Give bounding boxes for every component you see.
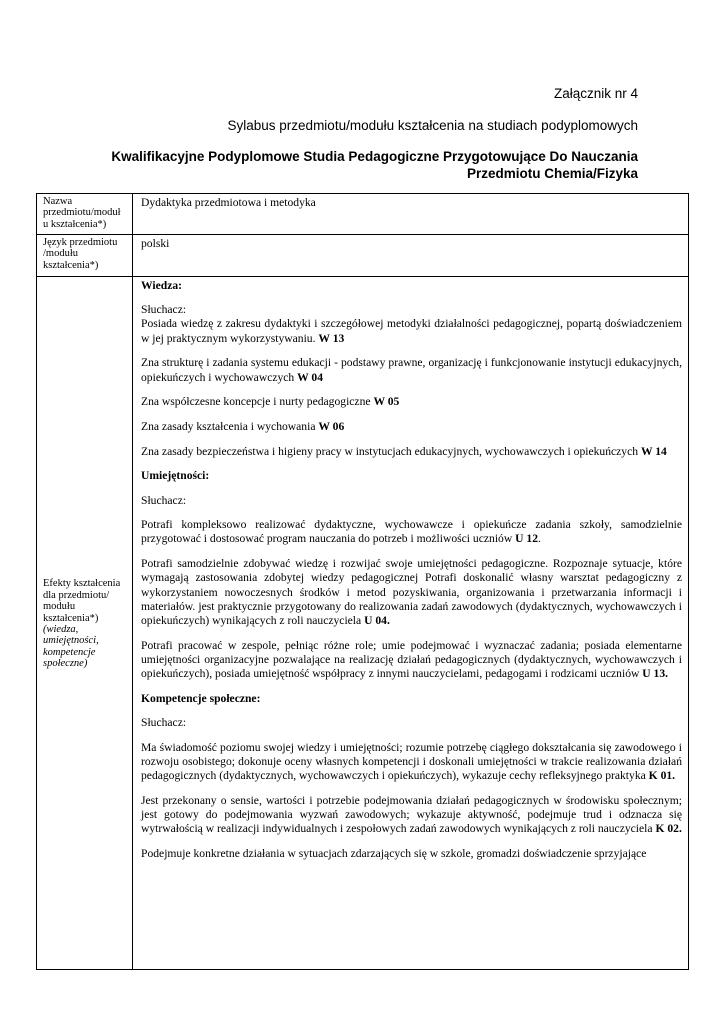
course-name-value: Dydaktyka przedmiotowa i metodyka xyxy=(133,194,689,235)
learning-outcomes-label-note: (wiedza, umiejętności, kompetencje społeczne) xyxy=(43,624,99,670)
knowledge-item: Zna współczesne koncepcje i nurty pedagogiczne W 05 xyxy=(141,395,400,409)
learning-outcomes-label-text: Efekty kształcenia dla przedmiotu/ modułu kształcenia*) xyxy=(43,578,121,624)
skills-item: Potrafi samodzielnie zdobywać wiedzę i rozwijać swoje umiejętności pedagogiczne. Rozpoznaje sytuacje, które wymagają zastosowania zdobytej wiedzy pedagogicznej Potrafi doskonalić własny warsztat pedagogiczny z wykorzystaniem nowoczesnych środków i metod pozyskiwania, organizowania i przetwarzania informacji i materiałów. jest praktycznie przygotowany do realizowania zadań zawodowych (dydaktycznych, wychowawczych i opiekuńczych) wynikających z roli nauczyciela U 04. xyxy=(141,557,682,627)
syllabus-title: Sylabus przedmiotu/modułu kształcenia na studiach podyplomowych xyxy=(227,118,638,133)
social-competences-item: Ma świadomość poziomu swojej wiedzy i umiejętności; rozumie potrzebę ciągłego dokształcania się zawodowego i rozwoju osobistego; dokonuje oceny własnych kompetencji i doskonali umiejętności w trakcie realizowania działań pedagogicznych (dydaktycznych, wychowawczych i opiekuńczych), wykazuje cechy refleksyjnego praktyka K 01. xyxy=(141,740,682,783)
annex-number: Załącznik nr 4 xyxy=(553,86,638,101)
social-competences-item: Jest przekonany o sensie, wartości i potrzebie podejmowania działań pedagogicznych w środowisku społecznym; jest gotowy do podejmowania wyzwań zawodowych; wykazuje aktywność, podejmuje trud i odznacza się wytrwałością w realizacji indywidualnych i zespołowych zadań zawodowych wynikających z roli nauczyciela K 02. xyxy=(141,793,682,836)
knowledge-heading: Wiedza: xyxy=(141,279,183,292)
language-value: polski xyxy=(133,235,689,277)
knowledge-item: Posiada wiedzę z zakresu dydaktyki i szczegółowej metodyki działalności pedagogicznej, popartą doświadczeniem w jej praktycznym wykorzystywaniu. W 13 xyxy=(141,317,682,345)
program-title xyxy=(78,148,638,182)
knowledge-item: Zna strukturę i zadania systemu edukacji - podstawy prawne, organizację i funkcjonowanie instytucji edukacyjnych, opiekuńczych i wychowawczych W 04 xyxy=(141,356,682,384)
program-title-line-1: Kwalifikacyjne Podyplomowe Studia Pedagogiczne Przygotowujące Do Nauczania xyxy=(111,149,638,164)
knowledge-item: Zna zasady kształcenia i wychowania W 06 xyxy=(141,419,345,433)
skills-heading: Umiejętności: xyxy=(141,469,210,483)
program-title-line-2: Przedmiotu Chemia/Fizyka xyxy=(466,166,638,181)
course-name-label: Nazwa przedmiotu/moduł u kształcenia*) xyxy=(37,194,133,235)
learning-outcomes-label xyxy=(37,277,133,970)
skills-student: Słuchacz: xyxy=(141,493,187,507)
knowledge-student: Słuchacz: xyxy=(141,303,187,317)
knowledge-item: Zna zasady bezpieczeństwa i higieny pracy w instytucjach edukacyjnych, wychowawczych i opiekuńczych W 14 xyxy=(141,444,667,458)
language-label: Język przedmiotu /modułu kształcenia*) xyxy=(37,235,133,277)
language-row xyxy=(37,235,689,277)
learning-outcomes-row xyxy=(37,277,689,970)
skills-item: Potrafi pracować w zespole, pełniąc różne role; umie podejmować i wyznaczać zadania; posiada elementarne umiejętności organizacyjne pozwalające na realizację działań pedagogicznych (dydaktycznych, wychowawczych i opiekuńczych), posiada umiejętność współpracy z innymi nauczycielami, pedagogami i rodzicami uczniów U 13. xyxy=(141,638,682,681)
syllabus-table xyxy=(36,193,689,970)
social-competences-heading: Kompetencje społeczne: xyxy=(141,691,261,705)
skills-item: Potrafi kompleksowo realizować dydaktyczne, wychowawcze i opiekuńcze zadania szkoły, samodzielnie przygotować i dostosować program nauczania do potrzeb i możliwości uczniów U 12. xyxy=(141,518,682,546)
social-competences-student: Słuchacz: xyxy=(141,715,187,729)
course-name-row xyxy=(37,194,689,235)
social-competences-last-line: Podejmuje konkretne działania w sytuacjach zdarzających się w szkole, gromadzi doświadczenie sprzyjające xyxy=(141,846,647,860)
learning-outcomes-content xyxy=(133,277,689,970)
